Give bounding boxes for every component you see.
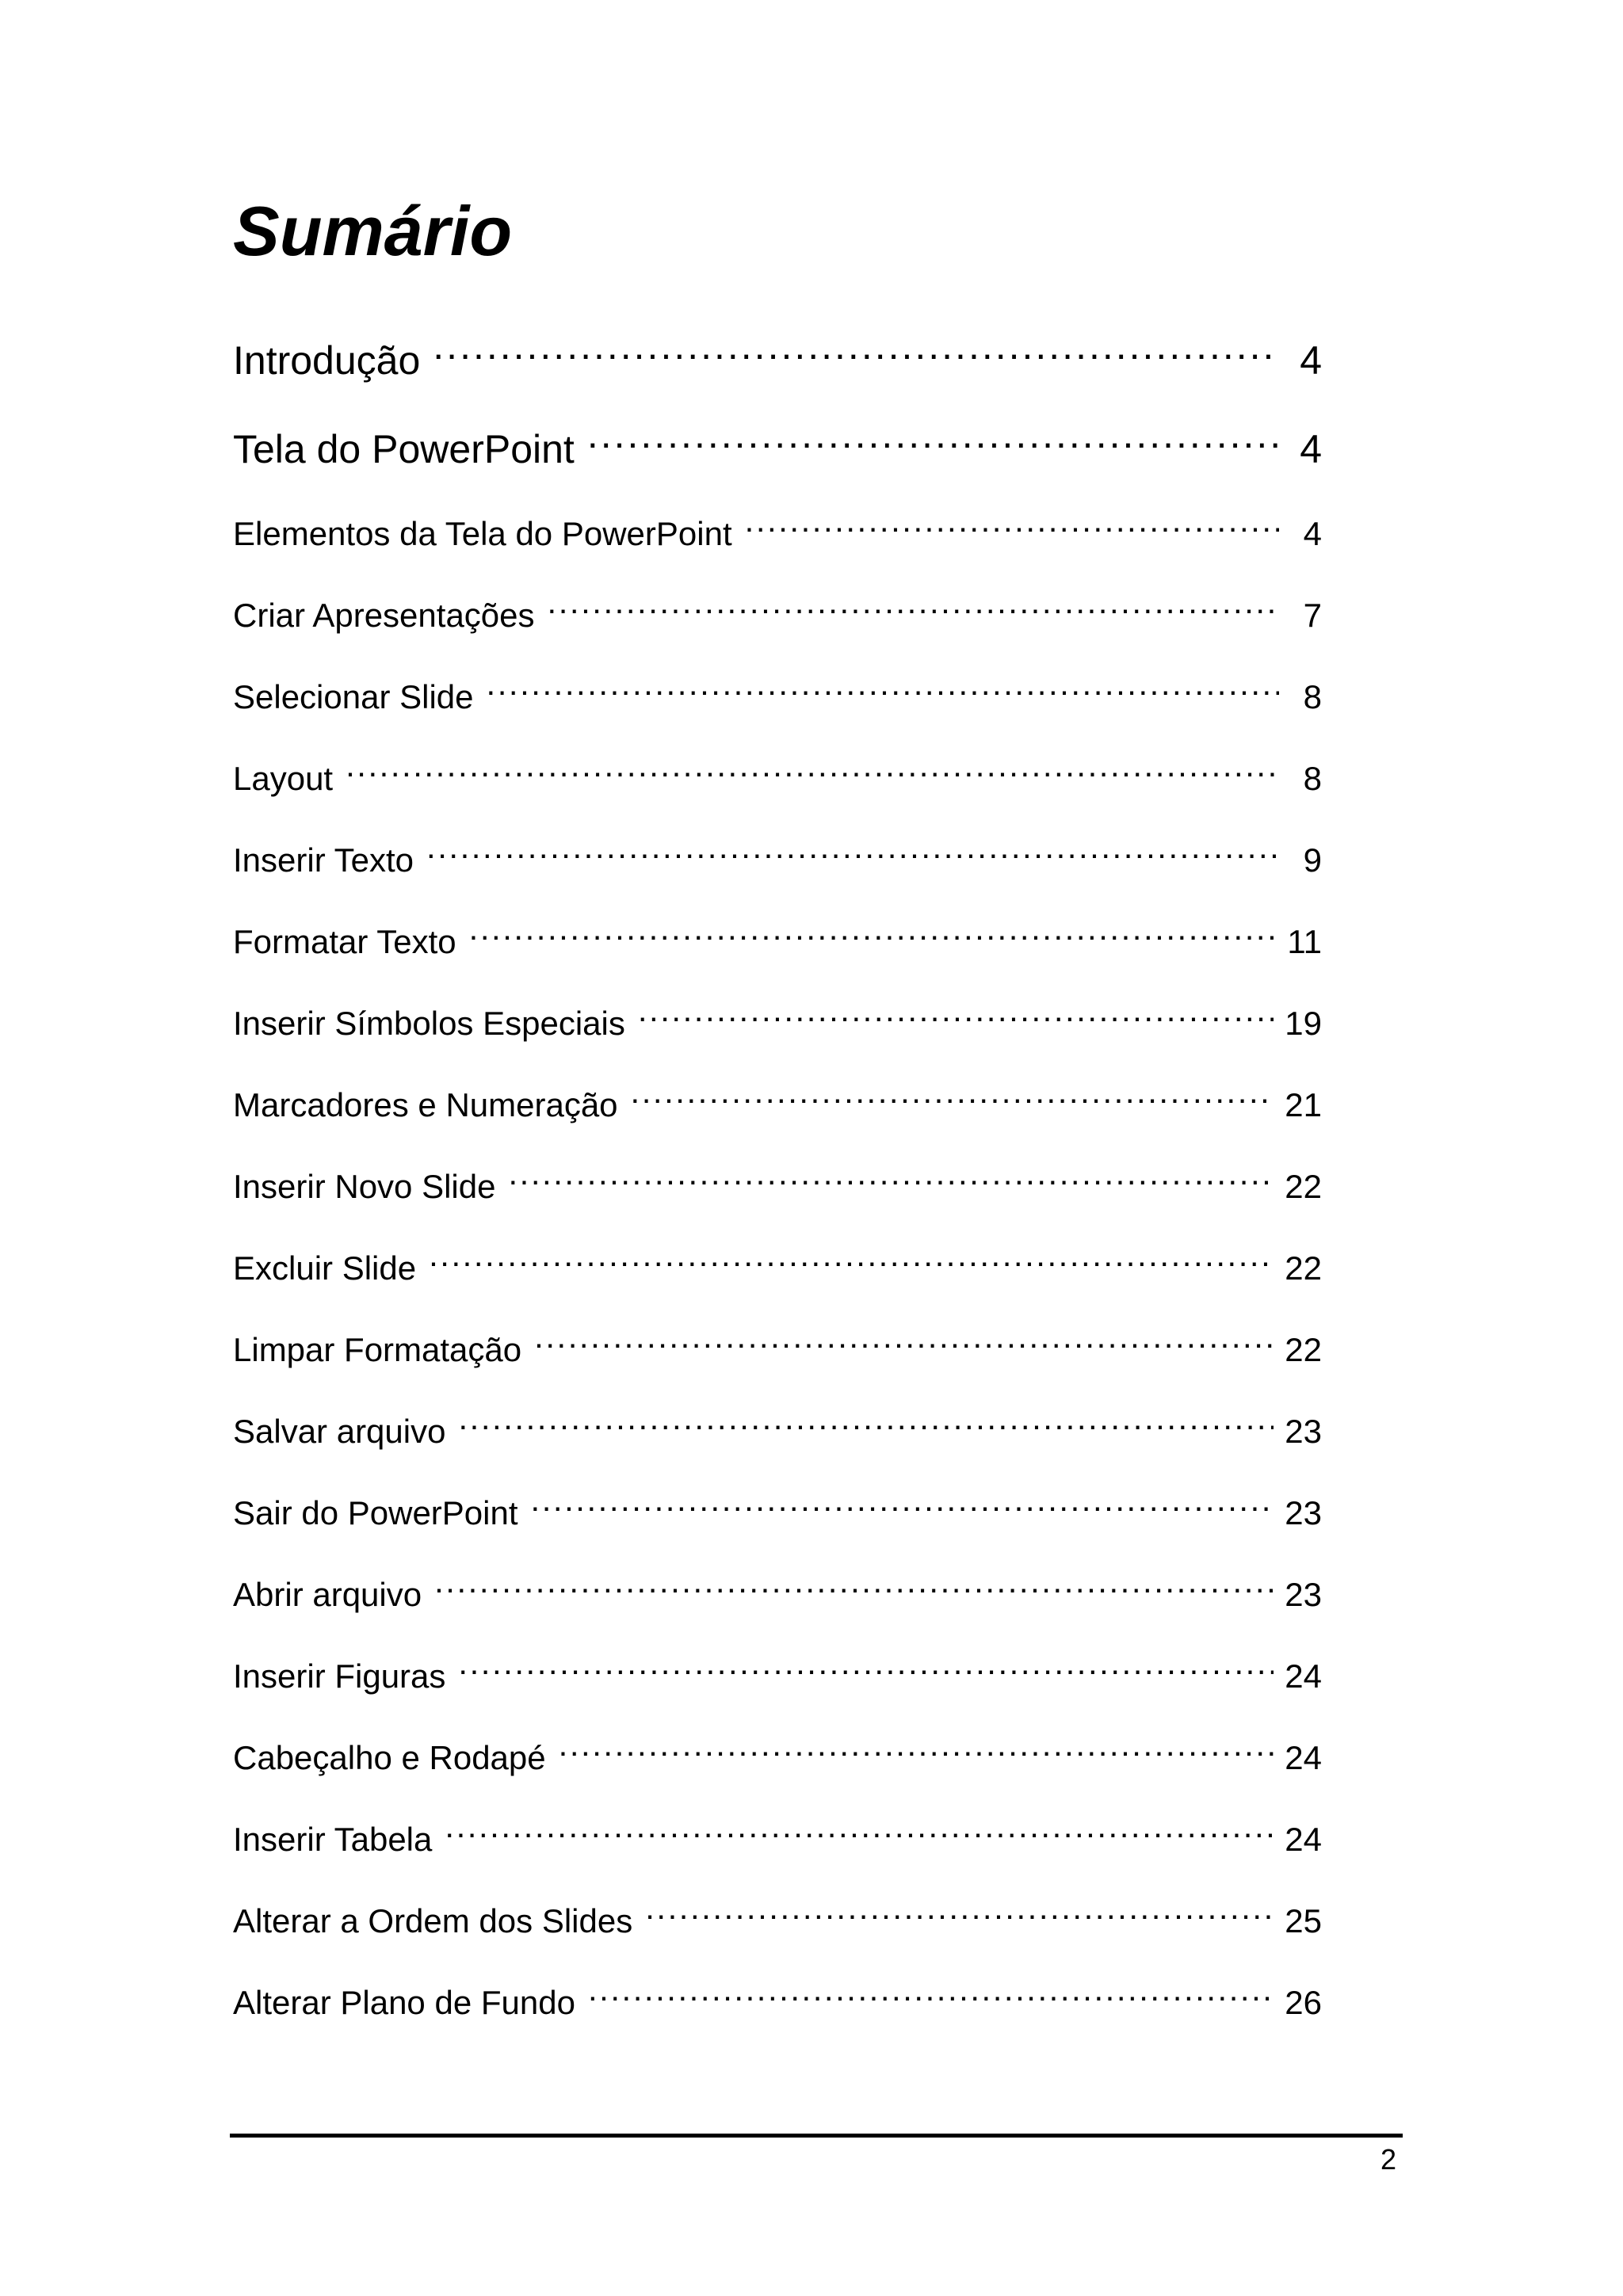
toc-entry[interactable] (233, 1409, 1322, 1452)
toc-entry-page: 23 (1285, 1576, 1322, 1613)
toc-dot-leader (534, 1328, 1274, 1361)
footer-divider (230, 2134, 1403, 2138)
toc-dot-leader (587, 423, 1279, 463)
toc-entry-label: Tela do PowerPoint (233, 427, 575, 471)
toc-entry-page: 4 (1300, 427, 1322, 471)
toc-entry-page: 24 (1285, 1657, 1322, 1695)
toc-entry[interactable] (233, 838, 1322, 881)
toc-entry-label: Layout (233, 760, 334, 797)
toc-entry-label: Salvar arquivo (233, 1413, 446, 1450)
toc-entry-label: Elementos da Tela do PowerPoint (233, 515, 732, 552)
toc-entry-page: 7 (1303, 597, 1322, 634)
toc-entry-label: Selecionar Slide (233, 678, 474, 715)
toc-entry-page: 23 (1285, 1494, 1322, 1531)
toc-entry-label: Introdução (233, 338, 421, 383)
toc-entry-page: 22 (1285, 1168, 1322, 1205)
toc-dot-leader (487, 675, 1279, 708)
toc-entry[interactable] (233, 1001, 1322, 1044)
toc-dot-leader (508, 1165, 1274, 1198)
toc-entry-page: 8 (1303, 760, 1322, 797)
toc-dot-leader (429, 1246, 1274, 1280)
toc-entry[interactable] (233, 593, 1322, 636)
toc-dot-leader (548, 593, 1279, 627)
toc-dot-leader (638, 1001, 1274, 1035)
toc-entry-label: Formatar Texto (233, 923, 456, 960)
toc-entry-page: 23 (1285, 1413, 1322, 1450)
toc-entry-label: Alterar Plano de Fundo (233, 1984, 575, 2021)
toc-entry[interactable] (233, 1817, 1322, 1860)
toc-entry[interactable] (233, 1083, 1322, 1126)
toc-dot-leader (433, 334, 1279, 374)
toc-dot-leader (458, 1654, 1274, 1688)
toc-entry[interactable] (233, 423, 1322, 473)
toc-entry-label: Cabeçalho e Rodapé (233, 1739, 546, 1776)
toc-entry-label: Criar Apresentações (233, 597, 535, 634)
toc-dot-leader (445, 1817, 1274, 1851)
toc-entry-label: Inserir Figuras (233, 1657, 446, 1695)
toc-entry[interactable] (233, 512, 1322, 555)
toc-entry-page: 8 (1303, 678, 1322, 715)
toc-entry[interactable] (233, 1654, 1322, 1697)
toc-entry[interactable] (233, 1246, 1322, 1289)
toc-dot-leader (745, 512, 1279, 545)
toc-entry[interactable] (233, 675, 1322, 718)
toc-entry-label: Limpar Formatação (233, 1331, 522, 1368)
toc-entry-label: Alterar a Ordem dos Slides (233, 1902, 633, 1939)
toc-entry-page: 25 (1285, 1902, 1322, 1939)
toc-entry-page: 24 (1285, 1739, 1322, 1776)
toc-dot-leader (645, 1899, 1274, 1932)
toc-entry-page: 21 (1285, 1086, 1322, 1123)
toc-entry-label: Inserir Símbolos Especiais (233, 1005, 625, 1042)
toc-entry-page: 22 (1285, 1249, 1322, 1287)
toc-entry-page: 26 (1285, 1984, 1322, 2021)
toc-dot-leader (531, 1491, 1274, 1524)
toc-entry-label: Marcadores e Numeração (233, 1086, 618, 1123)
toc-entry[interactable] (233, 1981, 1322, 2023)
toc-entry[interactable] (233, 1491, 1322, 1534)
toc-entry-label: Inserir Novo Slide (233, 1168, 496, 1205)
toc-dot-leader (458, 1409, 1274, 1443)
toc-entry[interactable] (233, 757, 1322, 799)
toc-entry-page: 4 (1303, 515, 1322, 552)
toc-entry[interactable] (233, 1899, 1322, 1942)
page-title: Sumário (233, 192, 513, 270)
toc-entry[interactable] (233, 1736, 1322, 1779)
toc-entry-label: Abrir arquivo (233, 1576, 422, 1613)
toc-entry-label: Sair do PowerPoint (233, 1494, 518, 1531)
toc-dot-leader (434, 1573, 1274, 1606)
toc-dot-leader (631, 1083, 1274, 1116)
toc-entry-page: 24 (1285, 1821, 1322, 1858)
toc-dot-leader (346, 757, 1279, 790)
toc-entry-page: 4 (1300, 338, 1322, 383)
toc-entry-label: Inserir Texto (233, 841, 414, 879)
toc-entry-label: Inserir Tabela (233, 1821, 433, 1858)
toc-entry-page: 9 (1303, 841, 1322, 879)
toc-entry[interactable] (233, 1165, 1322, 1207)
toc-dot-leader (426, 838, 1279, 871)
toc-entry-label: Excluir Slide (233, 1249, 417, 1287)
toc-entry[interactable] (233, 1573, 1322, 1615)
page-number: 2 (1380, 2143, 1396, 2176)
toc-dot-leader (559, 1736, 1274, 1769)
toc-entry-page: 19 (1285, 1005, 1322, 1042)
toc-entry[interactable] (233, 920, 1322, 963)
toc-entry[interactable] (233, 334, 1322, 384)
toc-dot-leader (469, 920, 1277, 953)
toc-entry-page: 22 (1285, 1331, 1322, 1368)
toc-entry-page: 11 (1287, 923, 1322, 960)
toc-dot-leader (588, 1981, 1274, 2014)
toc-entry[interactable] (233, 1328, 1322, 1371)
